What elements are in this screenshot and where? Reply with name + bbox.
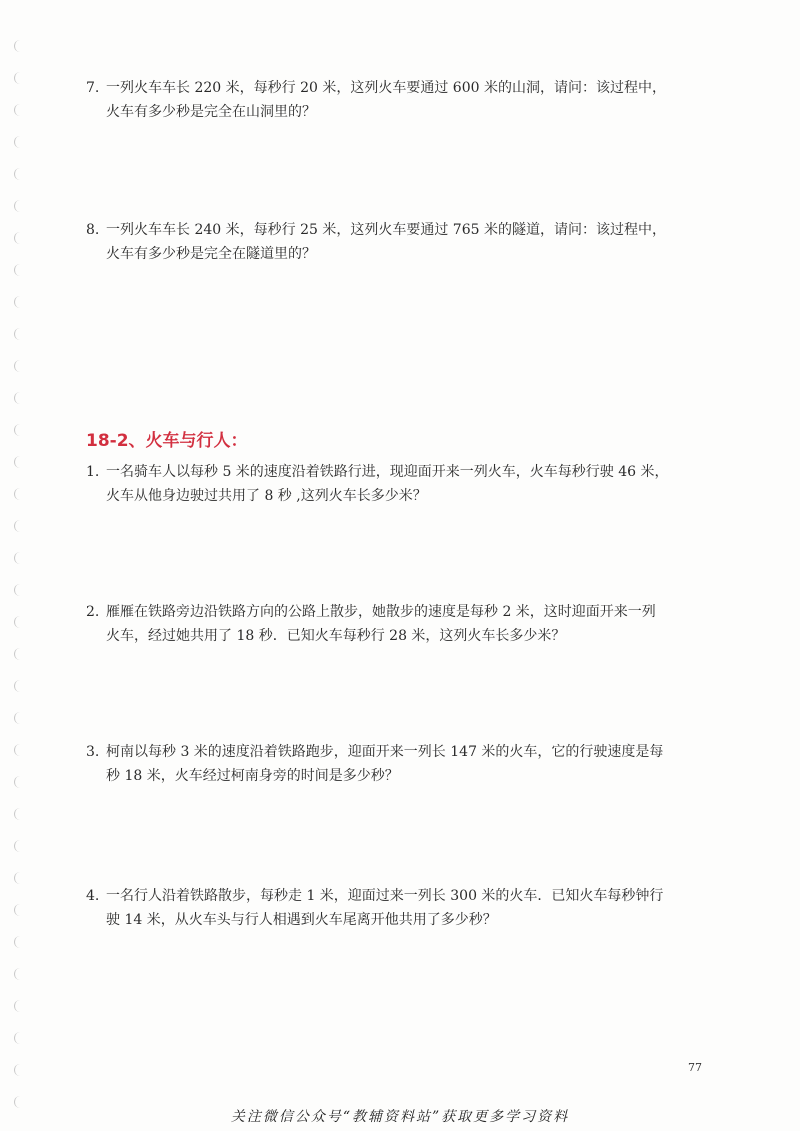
- footer-note: 关注微信公众号“教辅资料站”获取更多学习资料: [230, 1109, 570, 1125]
- problem-number: 4.: [86, 888, 100, 904]
- problem-text-line: 一名行人沿着铁路散步，每秒走 1 米，迎面过来一列长 300 米的火车．已知火车每秒钟行: [106, 888, 664, 904]
- section-title: 18-2、火车与行人：: [86, 431, 248, 451]
- section-problem-1: [86, 460, 706, 508]
- problem-text-line: 火车有多少秒是完全在隧道里的？: [106, 246, 316, 262]
- binding-margin-marks: [14, 0, 24, 1131]
- problem-text-line: 柯南以每秒 3 米的速度沿着铁路跑步，迎面开来一列长 147 米的火车，它的行驶速度是每: [106, 744, 664, 760]
- section-problem-4: [86, 884, 706, 932]
- problem-text-line: 火车，经过她共用了 18 秒．已知火车每秒行 28 米，这列火车长多少米？: [106, 628, 566, 644]
- problem-8: [86, 218, 706, 266]
- page-number: 77: [688, 1061, 702, 1074]
- section-problem-2: [86, 600, 706, 648]
- problem-text-line: 秒 18 米，火车经过柯南身旁的时间是多少秒？: [106, 768, 399, 784]
- section-problem-3: [86, 740, 706, 788]
- problem-text-line: 一列火车车长 240 米，每秒行 25 米，这列火车要通过 765 米的隧道，请问：该过程中，: [106, 222, 666, 238]
- problem-7: [86, 76, 706, 124]
- problem-text-line: 一列火车车长 220 米，每秒行 20 米，这列火车要通过 600 米的山洞，请问：该过程中，: [106, 80, 666, 96]
- problem-number: 3.: [86, 744, 100, 760]
- problem-text-line: 一名骑车人以每秒 5 米的速度沿着铁路行进，现迎面开来一列火车，火车每秒行驶 46 米，: [106, 464, 669, 480]
- problem-number: 8.: [86, 222, 100, 238]
- problem-text-line: 火车有多少秒是完全在山洞里的？: [106, 104, 316, 120]
- problem-text-line: 驶 14 米，从火车头与行人相遇到火车尾离开他共用了多少秒？: [106, 912, 497, 928]
- problem-number: 1.: [86, 464, 100, 480]
- problem-text-line: 火车从他身边驶过共用了 8 秒 ,这列火车长多少米？: [106, 488, 427, 504]
- problem-number: 7.: [86, 80, 100, 96]
- problem-text-line: 雁雁在铁路旁边沿铁路方向的公路上散步，她散步的速度是每秒 2 米，这时迎面开来一列: [106, 604, 656, 620]
- problem-number: 2.: [86, 604, 100, 620]
